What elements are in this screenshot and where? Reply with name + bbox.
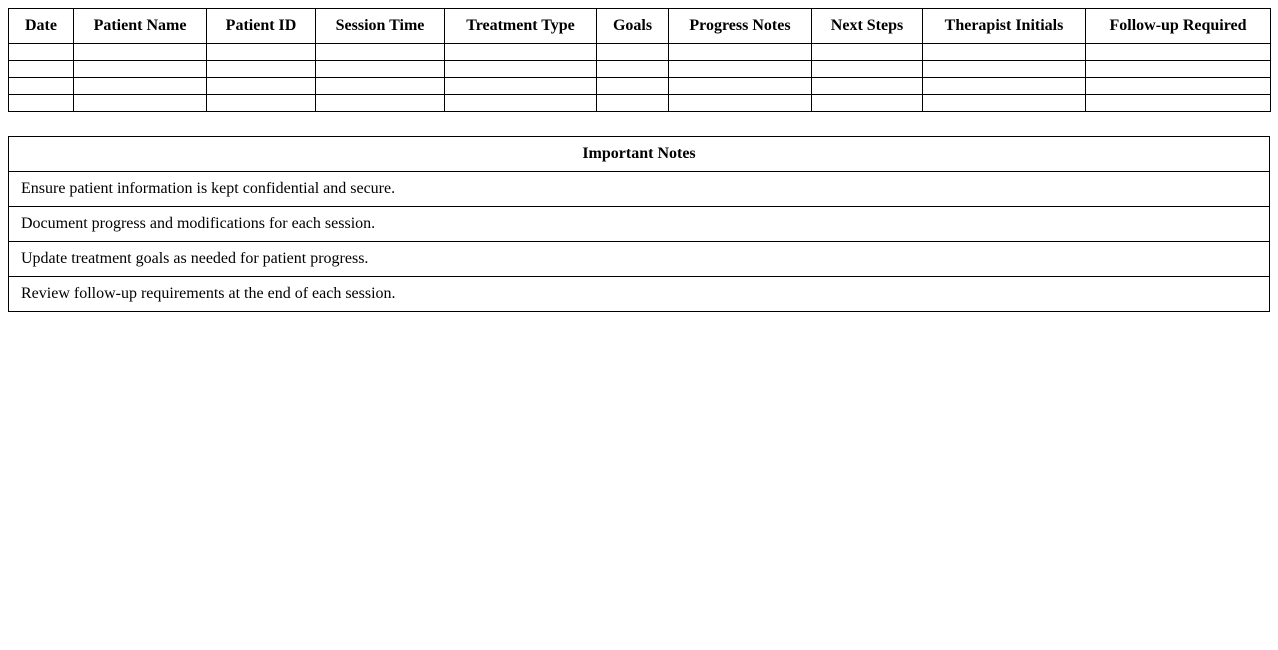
table-cell[interactable] <box>597 61 669 78</box>
note-row <box>9 172 1270 207</box>
important-notes-header-row <box>9 137 1270 172</box>
column-header-therapist-initials: Therapist Initials <box>923 9 1086 44</box>
column-header-session-time: Session Time <box>316 9 445 44</box>
table-cell[interactable] <box>923 78 1086 95</box>
note-text: Document progress and modifications for each session. <box>9 207 1270 242</box>
table-cell[interactable] <box>9 44 74 61</box>
table-cell[interactable] <box>74 78 207 95</box>
table-cell[interactable] <box>9 61 74 78</box>
table-cell[interactable] <box>445 95 597 112</box>
table-cell[interactable] <box>669 78 812 95</box>
column-header-treatment-type: Treatment Type <box>445 9 597 44</box>
column-header-follow-up-required: Follow-up Required <box>1086 9 1271 44</box>
table-cell[interactable] <box>1086 78 1271 95</box>
table-cell[interactable] <box>74 61 207 78</box>
table-cell[interactable] <box>923 61 1086 78</box>
table-cell[interactable] <box>1086 61 1271 78</box>
note-row <box>9 242 1270 277</box>
table-cell[interactable] <box>316 95 445 112</box>
column-header-next-steps: Next Steps <box>812 9 923 44</box>
note-text: Ensure patient information is kept confidential and secure. <box>9 172 1270 207</box>
table-cell[interactable] <box>597 78 669 95</box>
table-row <box>9 44 1271 61</box>
table-cell[interactable] <box>597 44 669 61</box>
table-cell[interactable] <box>1086 95 1271 112</box>
table-row <box>9 78 1271 95</box>
table-cell[interactable] <box>812 78 923 95</box>
session-log-table <box>8 8 1271 112</box>
table-cell[interactable] <box>597 95 669 112</box>
table-cell[interactable] <box>9 95 74 112</box>
column-header-goals: Goals <box>597 9 669 44</box>
table-cell[interactable] <box>445 78 597 95</box>
note-row <box>9 277 1270 312</box>
table-cell[interactable] <box>923 44 1086 61</box>
note-text: Update treatment goals as needed for patient progress. <box>9 242 1270 277</box>
column-header-progress-notes: Progress Notes <box>669 9 812 44</box>
table-cell[interactable] <box>669 95 812 112</box>
table-cell[interactable] <box>207 44 316 61</box>
table-row <box>9 61 1271 78</box>
important-notes-table <box>8 136 1270 312</box>
column-header-patient-id: Patient ID <box>207 9 316 44</box>
table-cell[interactable] <box>9 78 74 95</box>
table-cell[interactable] <box>445 61 597 78</box>
important-notes-title: Important Notes <box>9 137 1270 172</box>
table-cell[interactable] <box>207 61 316 78</box>
table-cell[interactable] <box>316 61 445 78</box>
table-cell[interactable] <box>316 78 445 95</box>
table-cell[interactable] <box>812 61 923 78</box>
table-cell[interactable] <box>445 44 597 61</box>
table-cell[interactable] <box>1086 44 1271 61</box>
note-row <box>9 207 1270 242</box>
table-cell[interactable] <box>74 44 207 61</box>
table-row <box>9 95 1271 112</box>
column-header-date: Date <box>9 9 74 44</box>
table-cell[interactable] <box>923 95 1086 112</box>
table-cell[interactable] <box>316 44 445 61</box>
table-cell[interactable] <box>207 78 316 95</box>
table-cell[interactable] <box>669 44 812 61</box>
note-text: Review follow-up requirements at the end of each session. <box>9 277 1270 312</box>
table-cell[interactable] <box>812 95 923 112</box>
table-cell[interactable] <box>207 95 316 112</box>
session-log-header-row <box>9 9 1271 44</box>
table-cell[interactable] <box>812 44 923 61</box>
column-header-patient-name: Patient Name <box>74 9 207 44</box>
session-log-body <box>9 44 1271 112</box>
table-cell[interactable] <box>74 95 207 112</box>
table-cell[interactable] <box>669 61 812 78</box>
